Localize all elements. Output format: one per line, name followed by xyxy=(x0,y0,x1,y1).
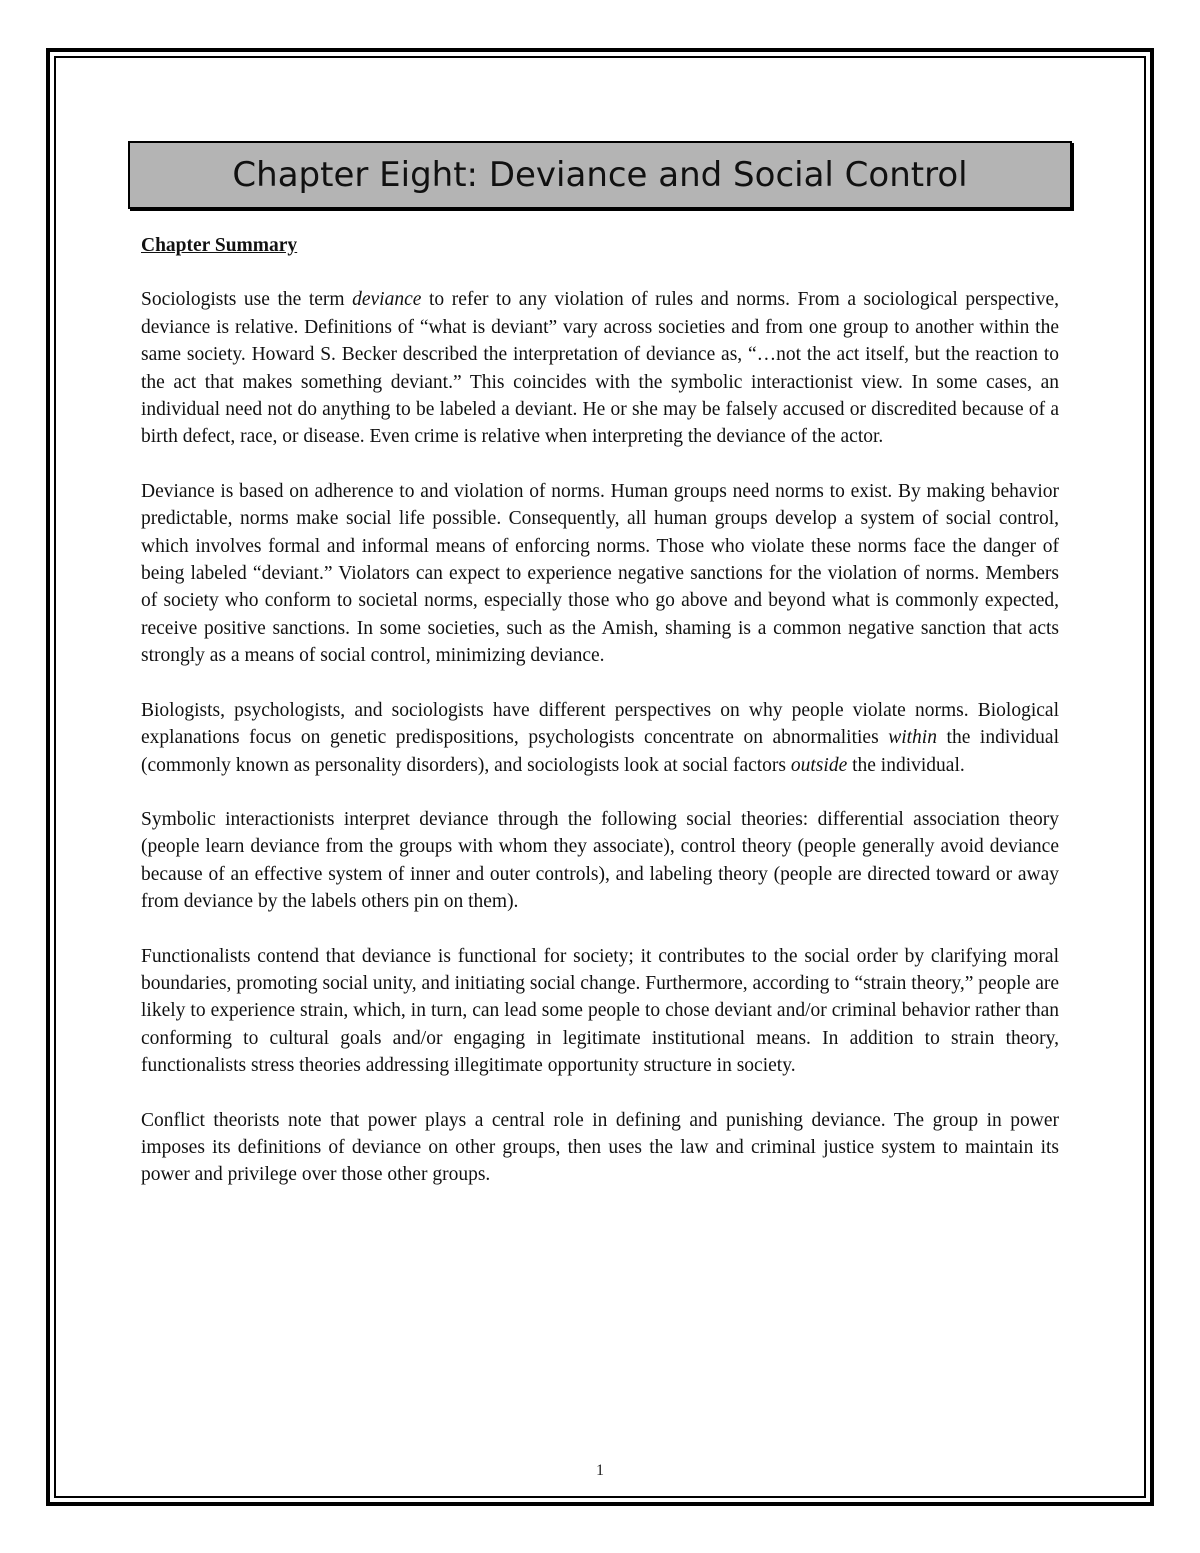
paragraph-3 xyxy=(141,697,1059,779)
paragraph-1 xyxy=(141,286,1059,450)
paragraph-3-text-c: the individual. xyxy=(847,754,965,776)
paragraph-2: Deviance is based on adherence to and violation of norms. Human groups need norms to exist. By making behavior predictable, norms make social life possible. Consequently, all human groups develop a system of social control, which involves formal and informal means of enforcing norms. Those who violate these norms face the danger of being labeled “deviant.” Violators can expect to experience negative sanctions for the violation of norms. Members of society who conform to societal norms, especially those who go above and beyond what is commonly expected, receive positive sanctions. In some societies, such as the Amish, shaming is a common negative sanction that acts strongly as a means of social control, minimizing deviance. xyxy=(141,480,1059,667)
paragraph-6: Conflict theorists note that power plays a central role in defining and punishing deviance. The group in power imposes its definitions of deviance on other groups, then uses the law and criminal justice system to maintain its power and privilege over those other groups. xyxy=(141,1109,1059,1186)
paragraph-3-text-a: Biologists, psychologists, and sociologists have different perspectives on why people violate norms. Biological explanations focus on genetic predispositions, psychologists concentrate on abnormalities xyxy=(141,699,1059,749)
paragraph-3-emphasis-outside: outside xyxy=(790,754,848,776)
paragraph-5: Functionalists contend that deviance is functional for society; it contributes to the social order by clarifying moral boundaries, promoting social unity, and initiating social change. Furthermore, according to “strain theory,” people are likely to experience strain, which, in turn, can lead some people to chose deviant and/or criminal behavior rather than conforming to cultural goals and/or engaging in legitimate institutional means. In addition to strain theory, functionalists stress theories addressing illegitimate opportunity structure in society. xyxy=(141,945,1059,1077)
chapter-title: Chapter Eight: Deviance and Social Control xyxy=(232,155,968,195)
paragraph-3-emphasis-within: within xyxy=(888,727,937,749)
paragraph-1-emphasis: deviance xyxy=(352,289,422,311)
paragraph-1-text-b: to refer to any violation of rules and norms. From a sociological perspective, deviance is relative. Definitions of “what is deviant” vary across societies and from one group to another within the same society. Howard S. Becker described the interpretation of deviance as, “…not the act itself, but the reaction to the act that makes something deviant.” This coincides with the symbolic interactionist view. In some cases, an individual need not do anything to be labeled a deviant. He or she may be falsely accused or discredited because of a birth defect, race, or disease. Even crime is relative when interpreting the deviance of the actor. xyxy=(141,289,1059,448)
paragraph-4: Symbolic interactionists interpret deviance through the following social theories: differential association theory (people learn deviance from the groups with whom they associate), control theory (people generally avoid deviance because of an effective system of inner and outer controls), and labeling theory (people are directed toward or away from deviance by the labels others pin on them). xyxy=(141,808,1059,913)
paragraph-1-text-a: Sociologists use the term xyxy=(141,289,353,311)
chapter-summary-content xyxy=(141,232,1059,1189)
section-heading: Chapter Summary xyxy=(141,235,298,256)
page-number: 1 xyxy=(596,1462,604,1479)
paragraph-3-text-b: the individual (commonly known as personality disorders), and sociologists look at social factors xyxy=(141,727,1059,776)
chapter-title-banner xyxy=(128,141,1072,209)
